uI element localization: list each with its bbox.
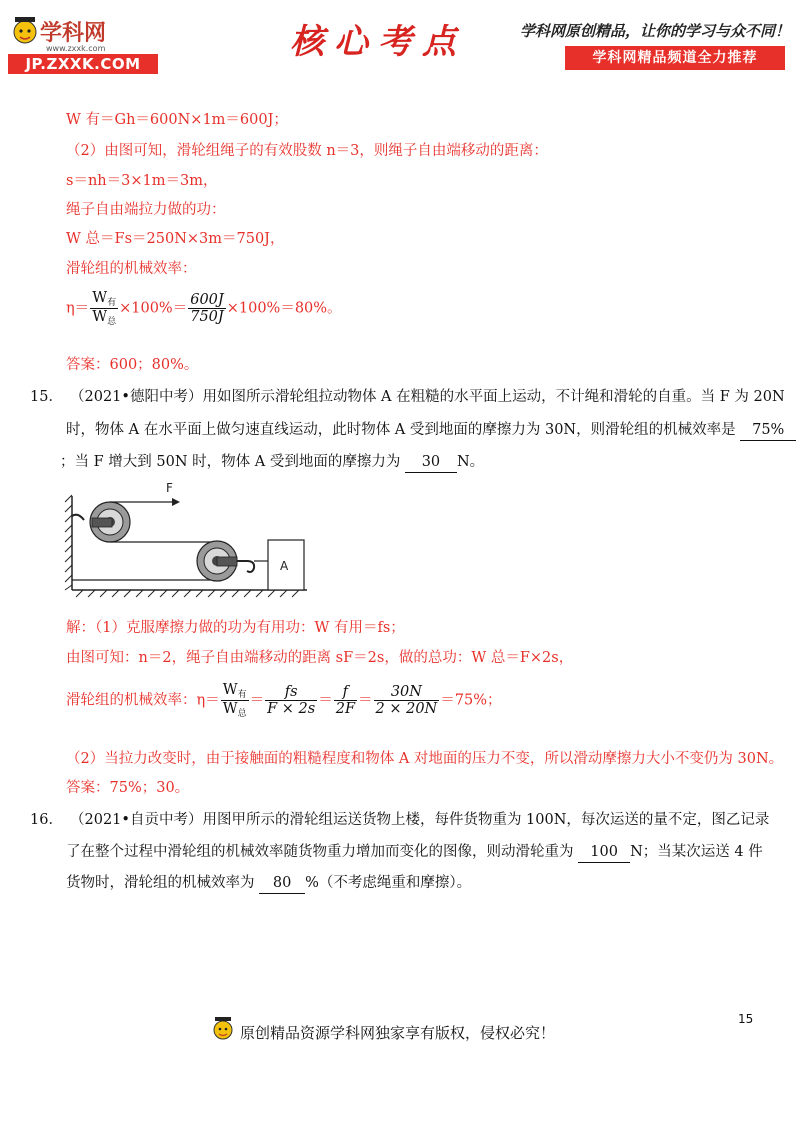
site-logo[interactable] bbox=[6, 10, 166, 74]
q15-line2-text: 时，物体 A 在水平面上做匀速直线运动，此时物体 A 受到地面的摩擦力为 30N，则滑轮组的机械效率是 bbox=[66, 422, 736, 438]
q15-answer-blank-1: 75% bbox=[740, 420, 796, 441]
sol15-line1: 解：（1）克服摩擦力做的功为有用功：W 有用＝fs； bbox=[66, 620, 405, 636]
q15-line3 bbox=[60, 452, 484, 473]
q16-line2-tail: N；当某次运送 4 件 bbox=[630, 844, 763, 860]
page-number: 15 bbox=[738, 1012, 754, 1026]
times-100-b: ×100%＝80%。 bbox=[226, 300, 342, 317]
mascot-icon bbox=[10, 14, 40, 50]
sol14-line3: s＝nh＝3×1m＝3m， bbox=[66, 173, 218, 189]
sol14-line1: W 有＝Gh＝600N×1m＝600J； bbox=[66, 112, 288, 128]
channel-badge: 学科网精品频道全力推荐 bbox=[565, 46, 785, 70]
q15-answer-blank-2: 30 bbox=[405, 452, 457, 473]
q16-line2 bbox=[66, 842, 763, 863]
fraction-w-ratio-15: $\frac{W_有}{W_总}$ bbox=[222, 682, 247, 719]
logo-url: JP.ZXXK.COM bbox=[8, 54, 158, 74]
q16-number: 16． bbox=[30, 812, 63, 828]
footer-copyright: 原创精品资源学科网独家享有版权，侵权必究！ bbox=[240, 1024, 556, 1042]
q15-number: 15． bbox=[30, 389, 63, 405]
logo-name: 学科网 bbox=[40, 21, 107, 46]
sol15-line2: 由图可知：n＝2，绳子自由端移动的距离 sF＝2s，做的总功：W 总＝F×2s， bbox=[66, 650, 574, 666]
sol15-answer: 答案：75%；30。 bbox=[66, 780, 190, 796]
q16-line1: （2021•自贡中考）用图甲所示的滑轮组运送货物上楼，每件货物重为 100N，每次运送的量不定，图乙记录 bbox=[70, 812, 770, 828]
sol14-efficiency-formula bbox=[66, 290, 342, 327]
q15-line1: （2021•德阳中考）用如图所示滑轮组拉动物体 A 在粗糙的水平面上运动，不计绳和滑轮的自重。当 F 为 20N bbox=[70, 389, 785, 405]
slogan: 学科网原创精品，让你的学习与众不同！ bbox=[520, 22, 791, 40]
q16-line3-tail: %（不考虑绳重和摩擦）。 bbox=[305, 875, 472, 891]
sol15-efficiency-formula: 滑轮组的机械效率：η＝ $\frac{W_有}{W_总}$ ＝ $\frac{fs}{F \times 2s}$ ＝ $\frac{f}{2F}$ ＝ $\frac{30N}{2 \times 20N}$ ＝75%； bbox=[66, 682, 502, 719]
q16-line3-text: 货物时，滑轮组的机械效率为 bbox=[66, 875, 255, 891]
sol14-answer: 答案：600；80%。 bbox=[66, 357, 199, 373]
fraction-w-ratio: $\frac{W_有}{W_总}$ bbox=[92, 290, 117, 327]
sol14-line2: （2）由图可知，滑轮组绳子的有效股数 n＝3，则绳子自由端移动的距离： bbox=[66, 143, 548, 159]
sol14-line4: 绳子自由端拉力做的功： bbox=[66, 202, 226, 218]
banner-title: 核心考点 bbox=[290, 22, 466, 62]
mascot-icon-footer bbox=[210, 1014, 236, 1044]
sol15-prefix: 滑轮组的机械效率：η＝ bbox=[66, 692, 220, 709]
q15-line3-unit: N。 bbox=[456, 454, 485, 470]
fraction-fs: $\frac{fs}{F \times 2s}$ bbox=[267, 684, 316, 717]
fraction-f-2f: $\frac{f}{2F}$ bbox=[335, 684, 356, 717]
times-100-a: ×100%＝ bbox=[119, 300, 188, 317]
q15-line3-text: ；当 F 增大到 50N 时，物体 A 受到地面的摩擦力为 bbox=[60, 454, 401, 470]
block-label: A bbox=[280, 559, 289, 573]
q16-line2-text: 了在整个过程中滑轮组的机械效率随货物重力增加而变化的图像，则动滑轮重为 bbox=[66, 844, 574, 860]
eta-prefix: η＝ bbox=[66, 300, 90, 317]
force-label: F bbox=[166, 481, 173, 495]
q16-line3 bbox=[66, 873, 471, 894]
sol15-suffix: ＝75%； bbox=[440, 692, 502, 709]
fraction-600-750: $\frac{600J}{750J}$ bbox=[190, 292, 224, 325]
fraction-30n: $\frac{30N}{2 \times 20N}$ bbox=[375, 684, 438, 717]
q16-answer-blank-1: 100 bbox=[578, 842, 630, 863]
logo-sub: www.zxxk.com bbox=[46, 44, 106, 53]
q16-answer-blank-2: 80 bbox=[259, 873, 305, 894]
q15-line2 bbox=[66, 420, 796, 441]
sol14-line6: 滑轮组的机械效率： bbox=[66, 261, 197, 277]
sol15-line4: （2）当拉力改变时，由于接触面的粗糙程度和物体 A 对地面的压力不变，所以滑动摩擦力大小不变仍为 30N。 bbox=[66, 751, 784, 767]
sol14-line5: W 总＝Fs＝250N×3m＝750J， bbox=[66, 231, 285, 247]
pulley-diagram bbox=[62, 478, 312, 603]
